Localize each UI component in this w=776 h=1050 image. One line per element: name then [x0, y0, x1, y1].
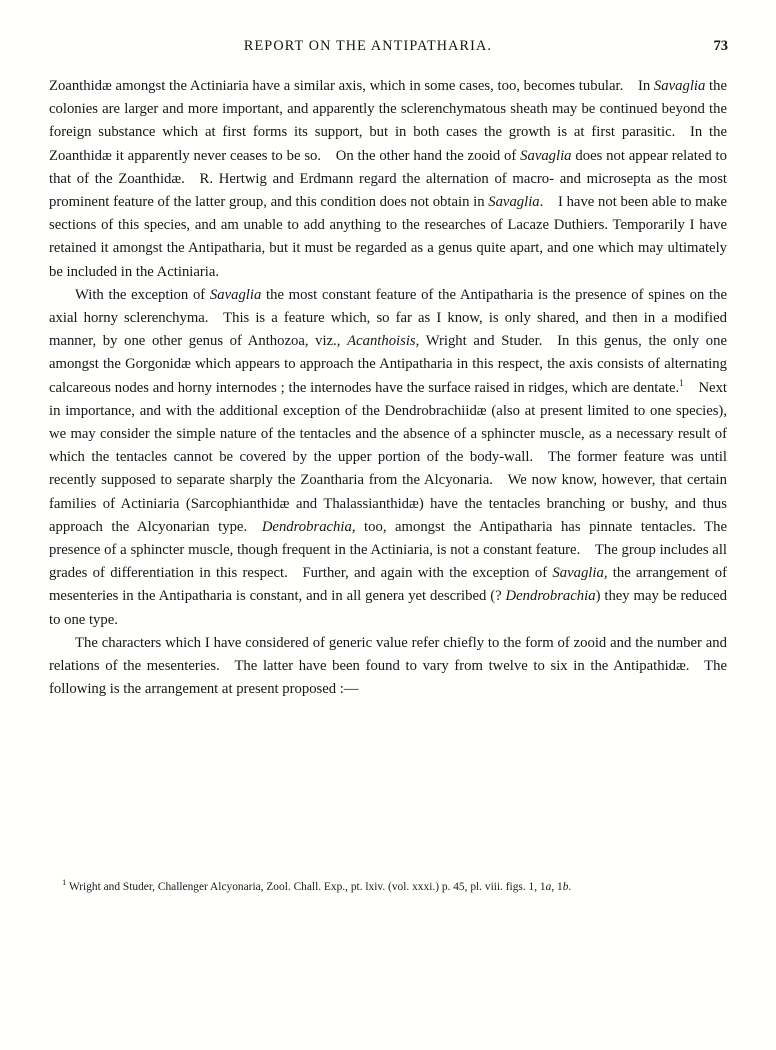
italic-term: Dendrobrachia — [261, 518, 352, 535]
italic-term: Savaglia — [209, 286, 262, 303]
italic-term: Savaglia — [653, 78, 706, 94]
para-zoanthidae: Zoanthidæ amongst the Actiniaria have a similar axis, which in some cases, too, becomes tubular. In Savaglia the colonies are larger and more important, and apparently the sclerenchymatous sheath may be continued beyond the foreign substance which at first forms its support, but in both cases the growth is at first parasitic. In the Zoanthidæ it apparently never ceases to be so. On the other hand the zooid of Savaglia does not appear related to that of the Zoanthidæ. R. Hertwig and Erdmann regard the alternation of macro- and microsepta as the most prominent feature of the latter group, and this condition does not obtain in Savaglia. I have not been able to make sections of this species, and am unable to add anything to the researches of Lacaze Duthiers. Temporarily I have retained it amongst the Antipatharia, but it must be regarded as a genus quite apart, and one which may ultimately be included in the Actiniaria. — [49, 78, 727, 280]
footnote-marker: 1 — [62, 877, 67, 888]
footnote-reference[interactable]: 1 — [679, 377, 684, 388]
italic-term: Acanthoisis — [347, 333, 416, 350]
footnote-figure-letter-b: b — [562, 881, 569, 893]
footnote: $^1$ Wright and Studer, Challenger Alcyonaria, Zool. Chall. Exp., pt. lxiv. (vol. xxxi.) p. 45, pl. viii. figs. 1, 1a, 1b. — [62, 877, 572, 893]
body-text — [49, 75, 727, 701]
italic-term: Savaglia — [488, 194, 540, 211]
para-exception-savaglia: With the exception of Savaglia the most constant feature of the Antipatharia is the presence of spines on the axial horny sclerenchyma. This is a feature which, so far as I know, is only shared, and then in a modified manner, by one other genus of Anthozoa, viz., Acanthoisis, Wright and Studer. In this genus, the only one amongst the Gorgonidæ which appears to approach the Antipatharia in this respect, the axis consists of alternating calcareous nodes and horny internodes ; the internodes have the surface raised in ridges, which are dentate.$^1$ Next in importance, and with the additional exception of the Dendrobrachiidæ (also at present limited to one species), we may consider the simple nature of the tentacles and the absence of a sphincter muscle, as a necessary result of which the tentacles cannot be covered by the upper portion of the body-wall. The former feature was until recently supposed to separate sharply the Zoantharia from the Alcyonaria. We now know, however, that certain families of Actiniaria (Sarcophianthidæ and Thalassianthidæ) have the tentacles branching or bushy, and thus approach the Alcyonarian type. Dendrobrachia, too, amongst the Antipatharia has pinnate tentacles. The presence of a sphincter muscle, though frequent in the Actiniaria, is not a constant feature. The group includes all grades of differentiation in this respect. Further, and again with the exception of Savaglia, the arrangement of mesenteries in the Antipatharia is constant, and in all genera yet described (? Dendrobrachia) they may be reduced to one type. — [49, 286, 728, 628]
italic-term: Dendrobrachia — [505, 588, 596, 605]
running-head-title: REPORT ON THE ANTIPATHARIA. — [243, 38, 493, 54]
italic-term: Savaglia — [520, 147, 572, 164]
page-number: 73 — [713, 38, 728, 54]
footnote-figure-letter-a: a — [545, 881, 552, 893]
italic-term: Savaglia — [552, 565, 604, 582]
running-head — [48, 38, 728, 58]
para-characters-generic-value: The characters which I have considered of generic value refer chiefly to the form of zooid and the number and relations of the mesenteries. The latter have been found to vary from twelve to six in the Antipathidæ. The following is the arrangement at present proposed :— — [49, 634, 727, 698]
